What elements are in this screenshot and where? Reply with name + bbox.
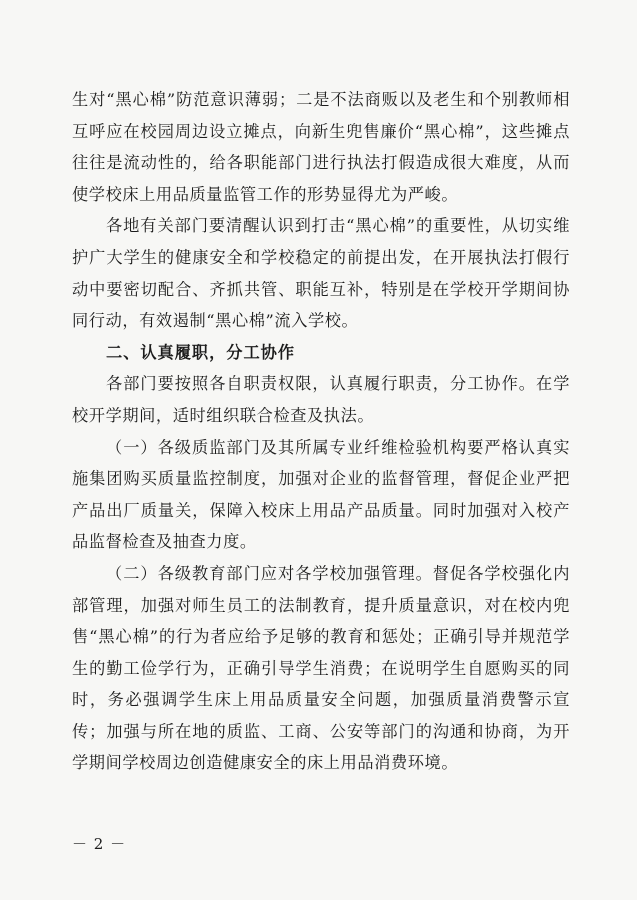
paragraph-enforcement-importance: 各地有关部门要清醒认识到打击“黑心棉”的重要性，从切实维护广大学生的健康安全和学校稳定的前提出发，在开展执法打假行动中要密切配合、齐抓共管、职能互补，特别是在学校开学期间协同行动，有效遏制“黑心棉”流入学校。 — [72, 216, 570, 331]
paragraph-item-quality-supervision: （一）各级质监部门及其所属专业纤维检验机构要严格认真实施集团购买质量监控制度，加强对企业的监督管理，督促企业严把产品出厂质量关，保障入校床上用品产品质量。同时加强对入校产品监督检查及抽查力度。 — [72, 437, 570, 552]
paragraph-item-education-departments: （二）各级教育部门应对各学校加强管理。督促各学校强化内部管理，加强对师生员工的法制教育，提升质量意识，对在校内兜售“黑心棉”的行为者应给予足够的教育和惩处；正确引导并规范学生的勤工俭学行为，正确引导学生消费；在说明学生自愿购买的同时，务必强调学生床上用品质量安全问题，加强质量消费警示宣传；加强与所在地的质监、工商、公安等部门的沟通和协商，为开学期间学校周边创造健康安全的床上用品消费环境。 — [72, 563, 570, 773]
paragraph-division-of-labor: 各部门要按照各自职责权限，认真履行职责，分工协作。在学校开学期间，适时组织联合检查及执法。 — [72, 374, 570, 425]
page-number: － 2 － — [72, 835, 127, 853]
paragraph-continuation: 生对“黑心棉”防范意识薄弱；二是不法商贩以及老生和个别教师相互呼应在校园周边设立摊点，向新生兜售廉价“黑心棉”，这些摊点往往是流动性的，给各职能部门进行执法打假造成很大难度，从而使学校床上用品质量监管工作的形势显得尤为严峻。 — [72, 90, 570, 204]
section-heading-duties: 二、认真履职，分工协作 — [106, 342, 296, 362]
document-body — [72, 84, 570, 779]
